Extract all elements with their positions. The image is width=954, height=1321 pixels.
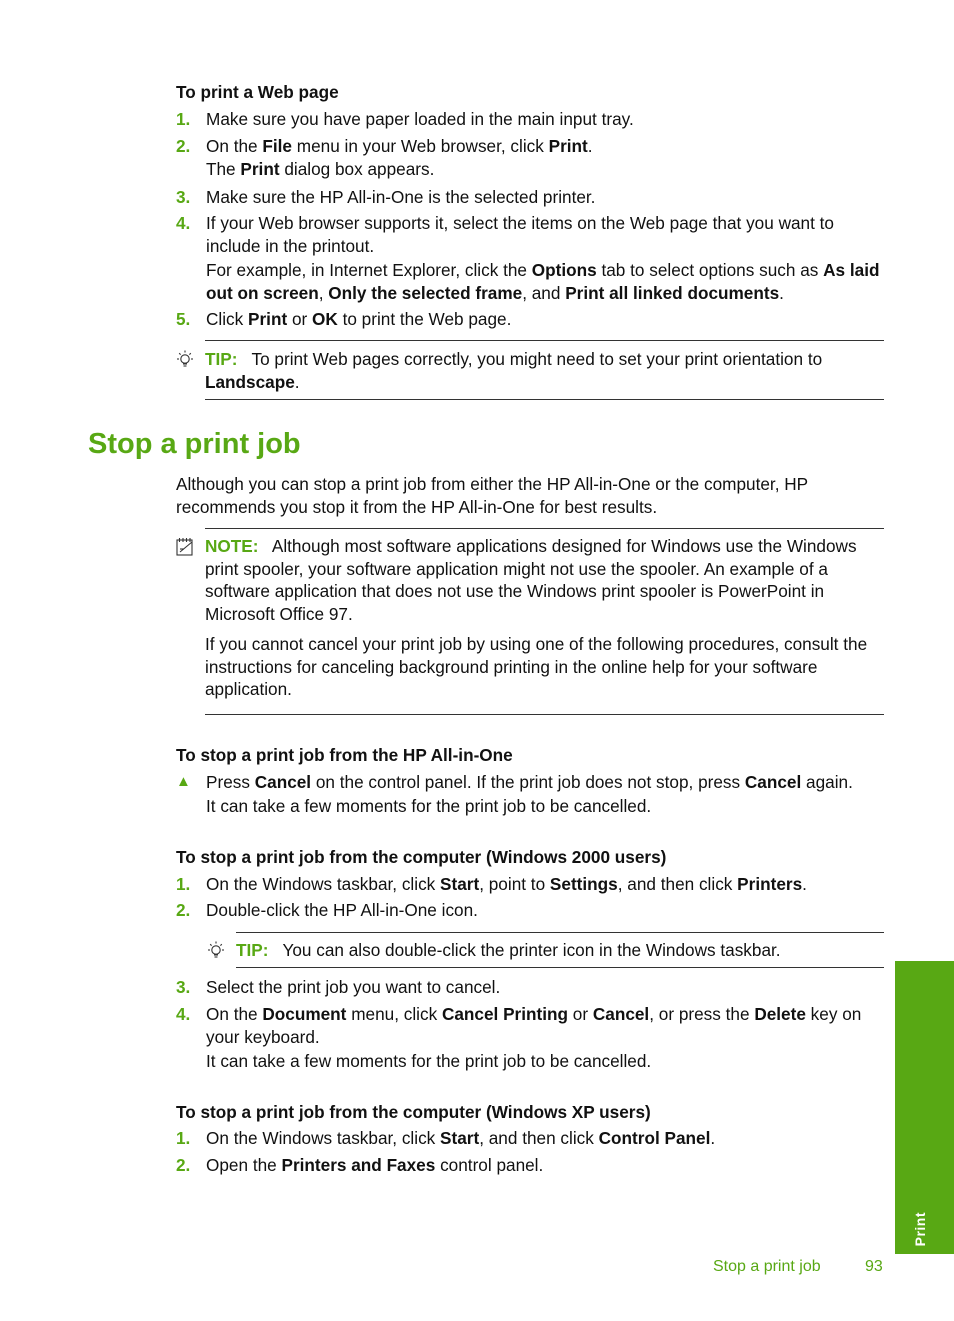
tip-label: TIP: — [205, 349, 238, 369]
step-subtext: It can take a few moments for the print job to be cancelled. — [206, 795, 652, 816]
win2000-step-2 — [176, 899, 888, 922]
step-text: On the Document menu, click Cancel Printing or Cancel, or press the Delete key on your keyboard. — [206, 1004, 862, 1047]
step-number: 3. — [176, 187, 191, 207]
subheading-stop-winxp: To stop a print job from the computer (Windows XP users) — [176, 1102, 651, 1122]
step-number: 4. — [176, 1004, 191, 1024]
win2000-step-1 — [176, 873, 888, 896]
lightbulb-icon — [205, 940, 227, 962]
web-step-2 — [176, 135, 888, 180]
tip-text: To print Web pages correctly, you might need to set your print orientation to — [251, 349, 823, 369]
step-number: 2. — [176, 136, 191, 156]
tip-top-rule — [205, 340, 884, 341]
footer-section-title: Stop a print job — [713, 1258, 821, 1275]
footer-page-number: 93 — [865, 1258, 883, 1275]
step-text: Click Print or OK to print the Web page. — [206, 309, 512, 329]
step-number: 2. — [176, 900, 191, 920]
step-text: If your Web browser supports it, select the items on the Web page that you want to include in the printout. — [206, 213, 834, 256]
device-step — [176, 771, 888, 817]
subheading-stop-win2000: To stop a print job from the computer (Windows 2000 users) — [176, 847, 667, 867]
step-number: 1. — [176, 1128, 191, 1148]
tip-bold: Landscape — [205, 371, 295, 392]
note-label: NOTE: — [205, 536, 259, 556]
step-number: 1. — [176, 874, 191, 894]
web-step-3 — [176, 186, 888, 209]
note-box — [205, 535, 885, 701]
tip-label: TIP: — [236, 940, 269, 960]
step-number: 3. — [176, 977, 191, 997]
step-subtext: It can take a few moments for the print job to be cancelled. — [206, 1051, 652, 1071]
step-text: Open the Printers and Faxes control panel. — [206, 1155, 544, 1175]
step-text: On the File menu in your Web browser, click Print. — [206, 136, 593, 156]
step-subtext: For example, in Internet Explorer, click the Options tab to select options such as As laid out on screen, Only the selected frame, and Print all linked documents. — [206, 260, 880, 303]
chapter-side-tab-label: Print — [912, 1211, 928, 1246]
step-text: Double-click the HP All-in-One icon. — [206, 900, 478, 920]
step-number: 4. — [176, 213, 191, 233]
lightbulb-icon — [174, 349, 196, 371]
win2000-step-3 — [176, 976, 888, 999]
step-text: Press Cancel on the control panel. If the print job does not stop, press Cancel again. — [206, 772, 853, 792]
tip2-top-rule — [236, 932, 884, 933]
web-step-4 — [176, 212, 888, 304]
tip-bottom-rule — [205, 399, 884, 400]
subheading-print-web-page: To print a Web page — [176, 82, 339, 102]
note-top-rule — [205, 528, 884, 529]
winxp-step-1 — [176, 1127, 888, 1150]
web-step-5 — [176, 308, 888, 331]
win2000-step-4 — [176, 1003, 888, 1073]
step-number: 1. — [176, 109, 191, 129]
step-subtext: The Print dialog box appears. — [206, 158, 435, 179]
subheading-stop-from-device: To stop a print job from the HP All-in-One — [176, 745, 513, 765]
note-pad-icon — [174, 536, 196, 558]
step-text: On the Windows taskbar, click Start, point to Settings, and then click Printers. — [206, 874, 807, 894]
chapter-side-tab — [895, 961, 954, 1254]
step-text: Select the print job you want to cancel. — [206, 977, 501, 997]
section-title: Stop a print job — [88, 428, 301, 460]
tip-printer-icon — [236, 939, 886, 962]
tip-text: You can also double-click the printer icon in the Windows taskbar. — [282, 940, 781, 960]
tip-web-orientation: TIP: To print Web pages correctly, you might need to set your print orientation to Landscape. — [205, 349, 823, 392]
tip2-bottom-rule — [236, 967, 884, 968]
step-number: 5. — [176, 309, 191, 329]
step-text: On the Windows taskbar, click Start, and then click Control Panel. — [206, 1128, 716, 1148]
winxp-step-2 — [176, 1154, 888, 1177]
web-step-1 — [176, 108, 888, 131]
step-text: Make sure the HP All-in-One is the selected printer. — [206, 187, 596, 207]
section-intro: Although you can stop a print job from either the HP All-in-One or the computer, HP recommends you stop it from the HP All-in-One for best results. — [176, 474, 808, 517]
note-paragraph-2: If you cannot cancel your print job by using one of the following procedures, consult the instructions for canceling background printing in the online help for your software application. — [205, 634, 868, 699]
note-bottom-rule — [205, 714, 884, 715]
note-paragraph-1: NOTE: Although most software applications designed for Windows use the Windows print spooler, your software application might not use the spooler. An example of a software application that does not use the Windows print spooler is PowerPoint in Microsoft Office 97. — [205, 536, 857, 624]
step-number: 2. — [176, 1155, 191, 1175]
step-text: Make sure you have paper loaded in the main input tray. — [206, 109, 634, 129]
triangle-bullet-icon: ▲ — [176, 773, 191, 790]
